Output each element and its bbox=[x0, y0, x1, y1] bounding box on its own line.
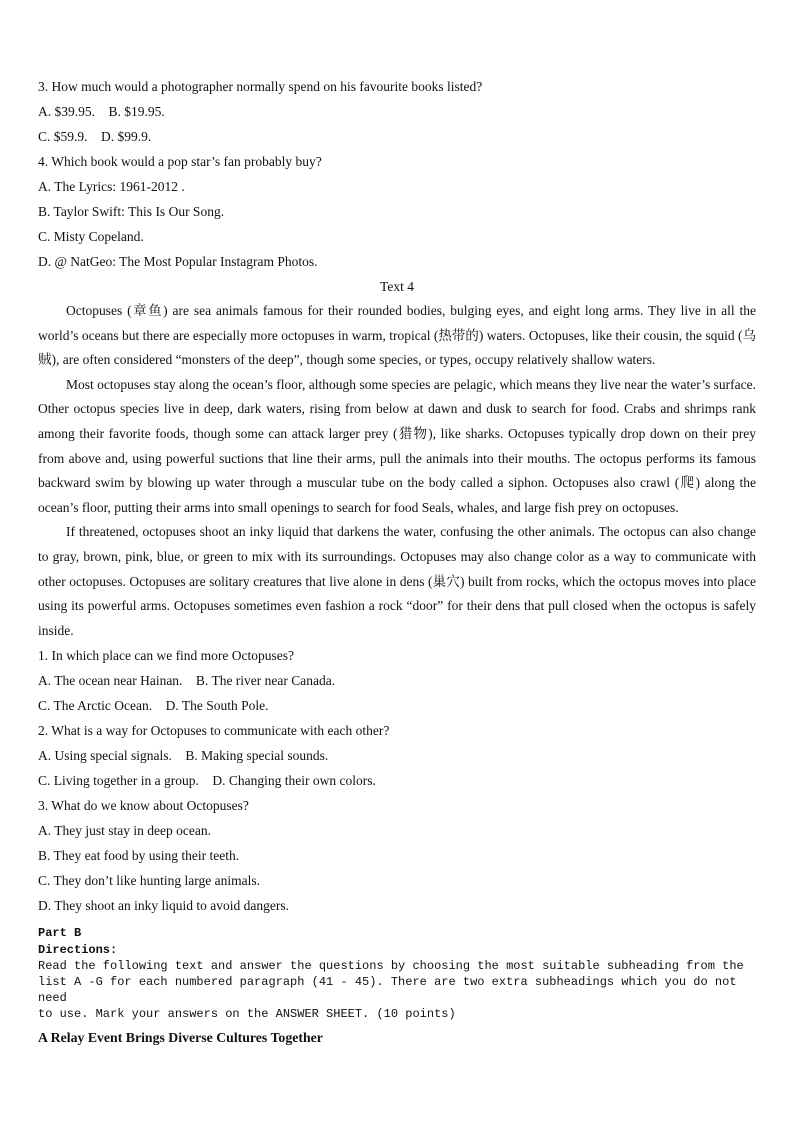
directions-line-1: Read the following text and answer the questions by choosing the most suitable subheading from the bbox=[38, 958, 744, 973]
text4-section bbox=[38, 274, 756, 918]
text4-question-3-option-d: D. They shoot an inky liquid to avoid dangers. bbox=[38, 898, 289, 914]
part-b-section bbox=[38, 925, 756, 1047]
part-b-label: Part B bbox=[38, 926, 82, 941]
directions-label: Directions: bbox=[38, 942, 118, 957]
question-3-stem: 3. How much would a photographer normally spend on his favourite books listed? bbox=[38, 79, 483, 94]
text4-question-3-stem: 3. What do we know about Octopuses? bbox=[38, 798, 249, 814]
text4-question-1-options-ab: A. The ocean near Hainan. B. The river near Canada. bbox=[38, 673, 336, 689]
text4-question-2-options-ab: A. Using special signals. B. Making special sounds. bbox=[38, 748, 329, 764]
text4-question-3-option-c: C. They don’t like hunting large animals. bbox=[38, 873, 260, 889]
question-4-option-d: D. @ NatGeo: The Most Popular Instagram Photos. bbox=[38, 254, 318, 269]
question-3-options-cd: C. $59.9. D. $99.9. bbox=[38, 129, 152, 144]
text4-paragraph-3: If threatened, octopuses shoot an inky liquid that darkens the water, confusing the other animals. The octopus can also change to gray, brown, pink, blue, or green to mix with its surroundings. Octopuses may also change color as a way to communicate with other octopuses. Octopuses are solitary creatures that live alone in dens (巢穴) built from rocks, which the octopus moves into place using its powerful arms. Octopuses sometimes even fashion a rock “door” for their dens that pull closed when the octopus is safely inside. bbox=[38, 524, 756, 638]
text4-question-1-options-cd: C. The Arctic Ocean. D. The South Pole. bbox=[38, 698, 269, 714]
directions-line-3: to use. Mark your answers on the ANSWER SHEET. (10 points) bbox=[38, 1007, 456, 1022]
question-4-option-a: A. The Lyrics: 1961-2012 . bbox=[38, 179, 185, 194]
text4-title: Text 4 bbox=[380, 279, 414, 294]
text4-question-3-option-a: A. They just stay in deep ocean. bbox=[38, 823, 211, 839]
text4-paragraph-1: Octopuses (章鱼) are sea animals famous for their rounded bodies, bulging eyes, and eight long arms. They live in all the world’s oceans but there are especially more octopuses in warm, tropical (热带的) waters. Octopuses, like their cousin, the squid (乌贼), are often considered “monsters of the deep”, though some species, or types, occupy relatively shallow waters. bbox=[38, 303, 756, 368]
question-4-option-b: B. Taylor Swift: This Is Our Song. bbox=[38, 204, 225, 219]
directions-line-2: list A -G for each numbered paragraph (41 - 45). There are two extra subheadings which you do not need bbox=[38, 974, 744, 1006]
text4-question-2-options-cd: C. Living together in a group. D. Changing their own colors. bbox=[38, 773, 376, 789]
previous-questions-section bbox=[38, 74, 756, 274]
relay-event-title: A Relay Event Brings Diverse Cultures Together bbox=[38, 1029, 323, 1045]
text4-question-1-stem: 1. In which place can we find more Octopuses? bbox=[38, 648, 295, 664]
question-3-options-ab: A. $39.95. B. $19.95. bbox=[38, 104, 165, 119]
text4-question-2-stem: 2. What is a way for Octopuses to communicate with each other? bbox=[38, 723, 390, 739]
text4-question-3-option-b: B. They eat food by using their teeth. bbox=[38, 848, 240, 864]
question-4-option-c: C. Misty Copeland. bbox=[38, 229, 144, 244]
text4-paragraph-2: Most octopuses stay along the ocean’s floor, although some species are pelagic, which means they live near the water’s surface. Other octopus species live in deep, dark waters, rising from below at dawn and dusk to search for food. Crabs and shrimps rank among their favorite foods, though some can attack larger prey (猎物), like sharks. Octopuses typically drop down on their prey from above and, using powerful suctions that line their arms, pull the animals into their mouths. The octopus performs its famous backward swim by blowing up water through a muscular tube on the body called a siphon. Octopuses also crawl (爬) along the ocean’s floor, putting their arms into small openings to search for food Seals, whales, and large fish prey on octopuses. bbox=[38, 376, 756, 515]
question-4-stem: 4. Which book would a pop star’s fan probably buy? bbox=[38, 154, 322, 169]
